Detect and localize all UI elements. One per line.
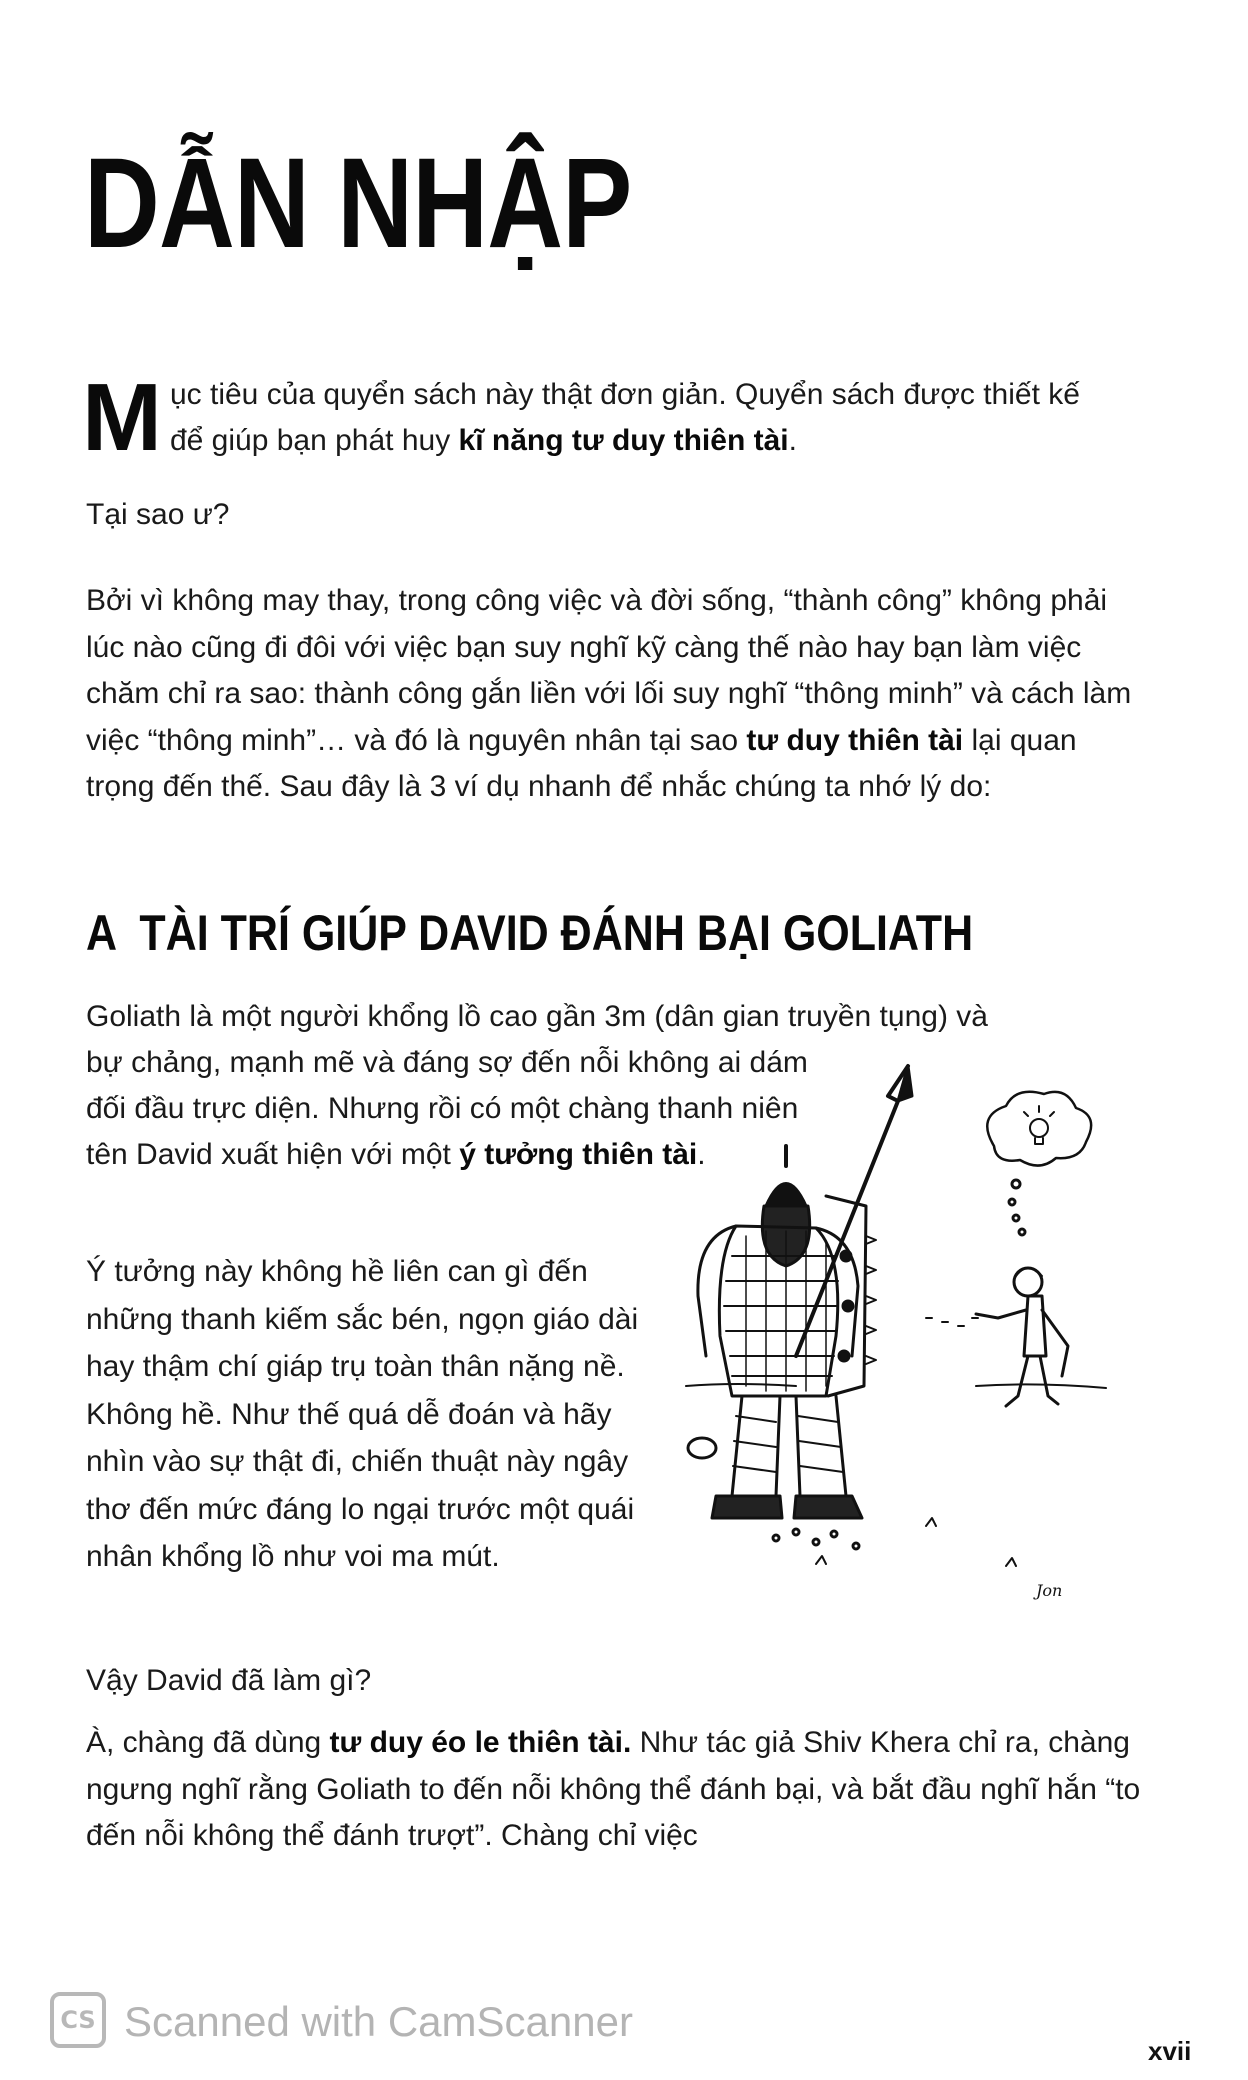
section-title: TÀI TRÍ GIÚP DAVID ĐÁNH BẠI GOLIATH [139,905,974,961]
section-heading [86,905,974,961]
section-letter: A [86,905,118,961]
intro-paragraph [82,364,1106,471]
page-number: xvii [1148,2036,1192,2066]
camscanner-logo-icon: CS [50,1992,106,2048]
reason-text-end: lại quan trọng đến thế. Sau đây là 3 ví dụ nhanh để nhắc chúng ta nhớ lý do: [86,723,1077,803]
idea-paragraph: Ý tưởng này không hề liên can gì đến những thanh kiếm sắc bén, ngọn giáo dài hay thậm chí giáp trụ toàn thân nặng nề. Không hề. Như thế quá dễ đoán và hãy nhìn vào sự thật đi, chiến thuật này ngây thơ đến mức đáng lo ngại trước một quái nhân khổng lồ như voi ma mút. [86,1255,639,1573]
reason-bold: tư duy thiên tài [746,723,964,757]
intro-bold: kĩ năng tư duy thiên tài [458,424,789,457]
why-question: Tại sao ư? [86,498,230,531]
artist-signature: Jon [1036,1581,1063,1600]
answer-paragraph [86,1720,1146,1860]
answer-bold: tư duy éo le thiên tài. [329,1726,632,1759]
page-title: DẪN NHẬP [84,132,632,275]
goliath-text-end: . [697,1138,706,1171]
goliath-text: bự chảng, mạnh mẽ và đáng sợ đến nỗi không ai dám đối đầu trực diện. Nhưng rồi có một chàng thanh niên tên David xuất hiện với một [86,1046,808,1171]
drop-cap: M [82,364,162,471]
answer-text: À, chàng đã dùng [86,1726,330,1759]
what-question: Vậy David đã làm gì? [86,1664,372,1697]
intro-text: ục tiêu của quyển sách này thật đơn giản. Quyển sách được thiết kế để giúp bạn phát huy [169,378,1080,457]
goliath-line: Goliath là một người khổng lồ cao gần 3m (dân gian truyền tụng) và [86,1000,988,1033]
genius-idea-bold: ý tưởng thiên tài [459,1138,698,1171]
intro-end: . [788,424,797,457]
david-goliath-illustration [676,1056,1116,1616]
answer-text-end: Như tác giả Shiv Khera chỉ ra, chàng ngưng nghĩ rằng Goliath to đến nỗi không thể đánh bại, và bắt đầu nghĩ hắn “to đến nỗi không thể đánh trượt”. Chàng chỉ việc [86,1726,1141,1852]
scanner-watermark: Scanned with CamScanner [124,1998,633,2045]
reason-text: Bởi vì không may thay, trong công việc và đời sống, “thành công” không phải lúc nào cũng đi đôi với việc bạn suy nghĩ kỹ càng thế nào hay bạn làm việc chăm chỉ ra sao: thành công gắn liền với lối suy nghĩ “thông minh” và cách làm việc “thông minh”… và đó là nguyên nhân tại sao [86,584,1132,757]
reason-paragraph [86,578,1136,811]
